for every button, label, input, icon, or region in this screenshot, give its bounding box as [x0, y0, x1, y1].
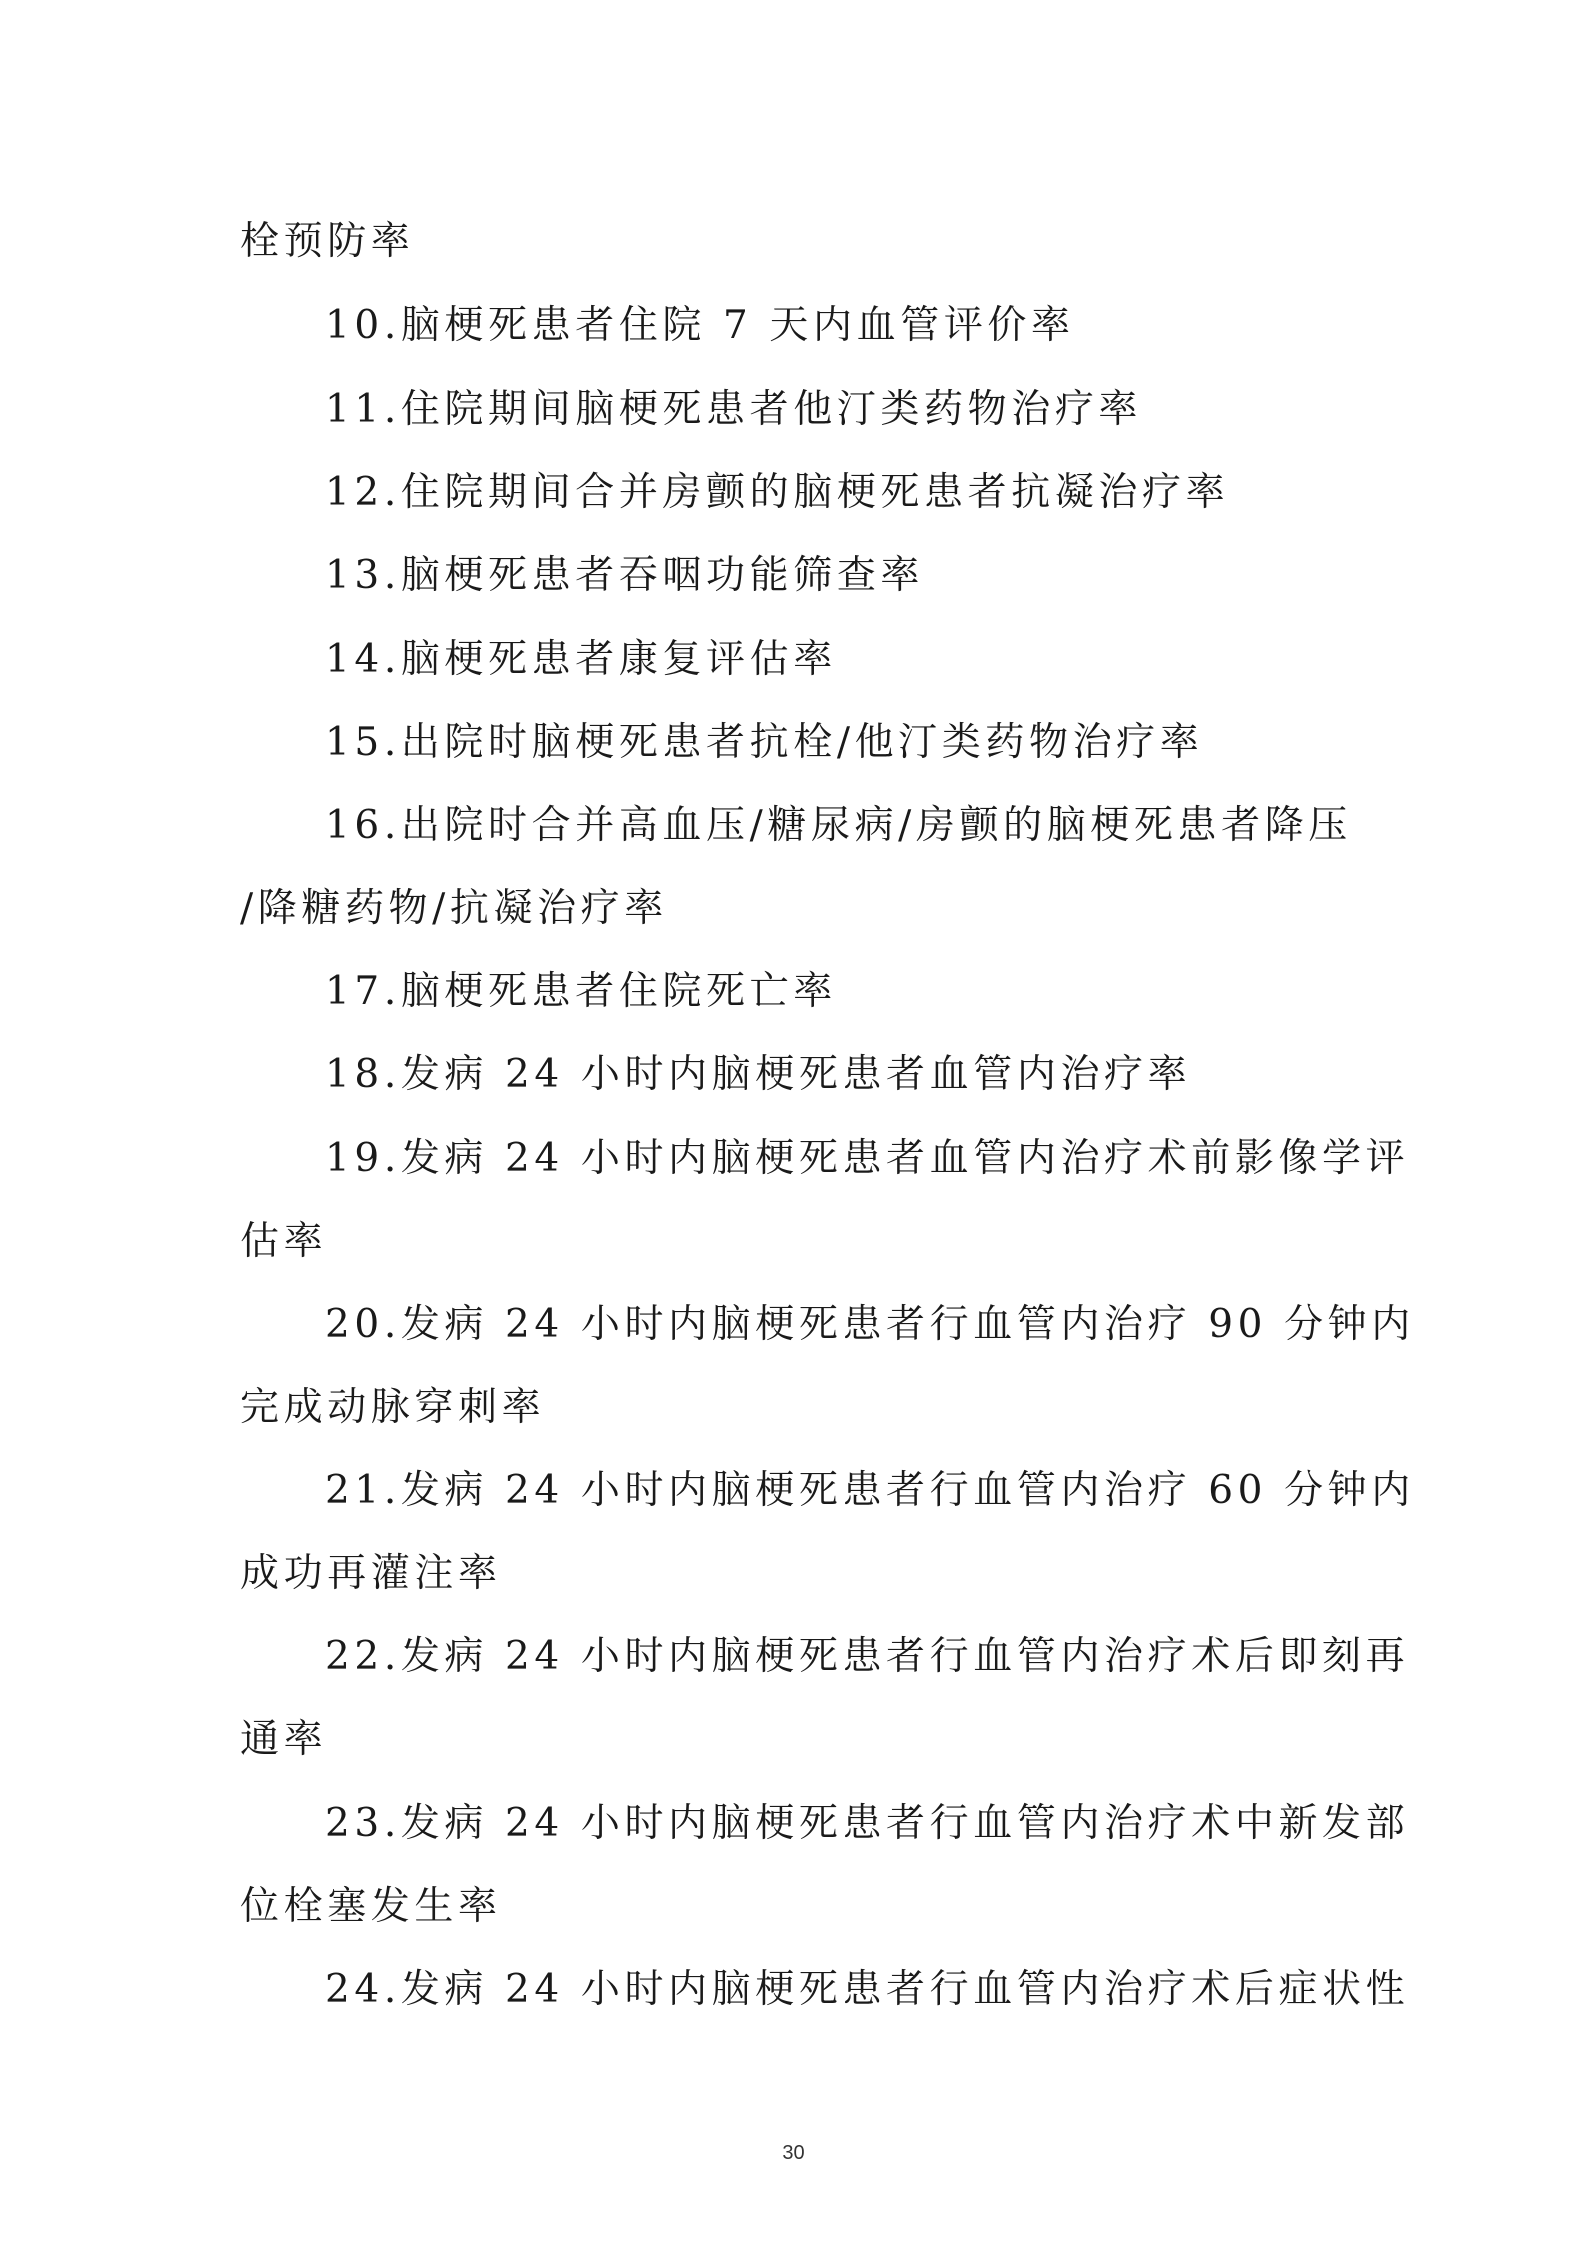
list-item: 22.发病 24 小时内脑梗死患者行血管内治疗术后即刻再: [325, 1634, 1410, 1679]
text-line: 栓预防率: [240, 219, 415, 264]
list-item-continuation: 位栓塞发生率: [240, 1884, 502, 1929]
list-item: 10.脑梗死患者住院 7 天内血管评价率: [325, 303, 1075, 348]
list-item: 24.发病 24 小时内脑梗死患者行血管内治疗术后症状性: [325, 1967, 1410, 2012]
list-item: 19.发病 24 小时内脑梗死患者血管内治疗术前影像学评: [325, 1136, 1410, 1181]
list-item: 23.发病 24 小时内脑梗死患者行血管内治疗术中新发部: [325, 1801, 1410, 1846]
list-item: 15.出院时脑梗死患者抗栓/他汀类药物治疗率: [325, 720, 1204, 765]
list-item: 17.脑梗死患者住院死亡率: [325, 969, 837, 1014]
list-item-continuation: 估率: [240, 1219, 328, 1264]
list-item: 20.发病 24 小时内脑梗死患者行血管内治疗 90 分钟内: [325, 1302, 1415, 1347]
list-item: 18.发病 24 小时内脑梗死患者血管内治疗率: [325, 1052, 1192, 1097]
page-number: 30: [782, 2142, 805, 2164]
list-item: 21.发病 24 小时内脑梗死患者行血管内治疗 60 分钟内: [325, 1468, 1415, 1513]
list-item: 12.住院期间合并房颤的脑梗死患者抗凝治疗率: [325, 470, 1230, 515]
list-item-continuation: 成功再灌注率: [240, 1551, 502, 1596]
list-item: 11.住院期间脑梗死患者他汀类药物治疗率: [325, 387, 1143, 432]
list-item: 14.脑梗死患者康复评估率: [325, 637, 837, 682]
list-item: 16.出院时合并高血压/糖尿病/房颤的脑梗死患者降压: [325, 803, 1352, 848]
list-item-continuation: /降糖药物/抗凝治疗率: [240, 886, 668, 931]
list-item: 13.脑梗死患者吞咽功能筛查率: [325, 553, 925, 598]
list-item-continuation: 通率: [240, 1717, 328, 1762]
list-item-continuation: 完成动脉穿刺率: [240, 1385, 546, 1430]
